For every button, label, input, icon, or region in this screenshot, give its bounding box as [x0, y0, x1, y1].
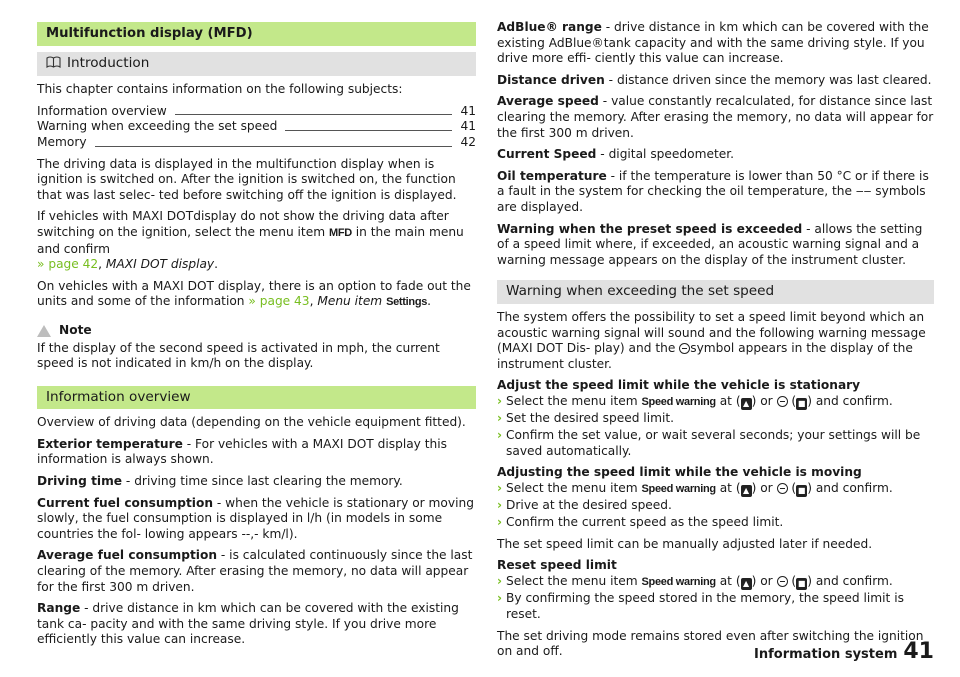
term: Current fuel consumption: [37, 495, 213, 510]
toc-label: Memory: [37, 134, 87, 149]
toc: [37, 104, 476, 151]
section-title: Multifunction display (MFD): [37, 22, 476, 46]
text: ,: [309, 294, 318, 309]
menu-item-speed-warning: Speed warning: [641, 395, 716, 408]
text: The system offers the possibility to set a speed limit beyond which an acoustic warning signal will sound and the following warning message (MAXI DOT Dis- play) and the: [497, 309, 926, 356]
note-text: If the display of the second speed is activated in mph, the current speed is not indicated in km/h on the display.: [37, 340, 440, 371]
page-link[interactable]: » page 42: [37, 257, 99, 272]
left-column: [37, 22, 476, 654]
definition: - allows the setting of a speed limit where, if exceeded, an acoustic warning signal and a warning message appears on the display of the instrument cluster.: [497, 221, 923, 267]
definition: - driving time since last clearing the memory.: [122, 474, 403, 489]
intro-paragraph-units: [37, 279, 476, 311]
definition: - drive distance in km which can be covered with the existing AdBlue®tank capacity and with the same driving style. If you drive more effi- ciently this value can increase.: [497, 20, 929, 66]
toc-page: 42: [460, 134, 476, 149]
note-heading: [37, 323, 476, 339]
intro-paragraph: The driving data is displayed in the multifunction display when is ignition is switched on. After the ignition is switched on, the function that was last selec- ted before switching off the ignition is displayed.: [37, 156, 457, 202]
chevron-right-icon: ›: [497, 573, 503, 588]
text: Select the menu item: [506, 573, 642, 588]
step-text: [506, 481, 893, 498]
text: ): [807, 573, 812, 588]
ok-button-icon: ▲: [741, 485, 752, 497]
text: and confirm.: [811, 480, 893, 495]
term: Oil temperature: [497, 168, 607, 183]
definition: - For vehicles with a MAXI DOT display this information is always shown.: [37, 436, 448, 467]
menu-item-speed-warning: Speed warning: [641, 575, 716, 588]
text: and confirm.: [811, 573, 893, 588]
speed-warning-symbol-icon: [679, 343, 690, 354]
text: symbol appears in the display of the instrument cluster.: [497, 341, 913, 371]
toc-page: 41: [460, 103, 476, 118]
instruction-step: [497, 428, 934, 459]
footer-label: Information system: [754, 647, 898, 663]
step-text: Confirm the set value, or wait several seconds; your settings will be saved automatically.: [506, 428, 921, 458]
rocker-icon: [777, 576, 788, 587]
definition-item: [37, 474, 476, 490]
intro-paragraph-mfd: [37, 209, 476, 272]
instruction-step: [497, 394, 934, 411]
text: ) or: [751, 573, 777, 588]
intro-lead: This chapter contains information on the following subjects:: [37, 82, 403, 97]
term: Current Speed: [497, 147, 597, 162]
text: at (: [715, 393, 741, 408]
toc-row[interactable]: [37, 104, 476, 120]
term: Driving time: [37, 474, 123, 489]
instruction-step: [497, 515, 934, 531]
text: at (: [715, 573, 741, 588]
note-title: Note: [59, 322, 92, 337]
definition: - value constantly recalculated, for distance since last clearing the memory. After erasing the memory, no data will appear for the first 300 m driven.: [497, 94, 934, 140]
step-text: By confirming the speed stored in the memory, the speed limit is reset.: [506, 591, 904, 621]
toc-leader: [95, 146, 453, 147]
end-paragraph: The set driving mode remains stored even after switching the ignition on and off.: [497, 628, 924, 659]
text: If vehicles with MAXI DOTdisplay do not show the driving data after switching on the ignition, select the menu item: [37, 209, 449, 239]
adjust-paragraph: The set speed limit can be manually adjusted later if needed.: [497, 536, 873, 551]
term: Range: [37, 601, 81, 616]
toc-row[interactable]: [37, 135, 476, 151]
term: Average fuel consumption: [37, 548, 218, 563]
right-column: [497, 20, 934, 666]
toc-label: Warning when exceeding the set speed: [37, 119, 278, 134]
intro-heading: [37, 52, 476, 77]
text: at (: [715, 480, 741, 495]
toc-page: 41: [460, 119, 476, 134]
text: Select the menu item: [506, 480, 642, 495]
toc-row[interactable]: [37, 119, 476, 135]
definition-item: [497, 73, 934, 89]
page-link[interactable]: » page 43: [248, 294, 310, 309]
ok-button-icon: ■: [797, 398, 806, 408]
overview-heading: Information overview: [37, 386, 476, 410]
text: Select the menu item: [506, 393, 642, 408]
text: (: [787, 393, 797, 408]
intro-title: Introduction: [67, 55, 150, 72]
rocker-icon: [777, 483, 788, 494]
ok-button-icon: ■: [797, 578, 806, 588]
warning-heading: Warning when exceeding the set speed: [497, 280, 934, 304]
sub-heading: Adjusting the speed limit while the vehicle is moving: [497, 465, 862, 480]
chevron-right-icon: ›: [497, 393, 503, 408]
instruction-step: [497, 481, 934, 498]
term: Average speed: [497, 94, 599, 109]
step-text: [506, 574, 893, 591]
toc-leader: [285, 130, 452, 131]
definition: - when the vehicle is stationary or moving slowly, the fuel consumption is displayed in l/h (in models in some countries the fol- lowing appears --,- km/l).: [37, 495, 474, 541]
note-icon: [37, 325, 51, 337]
ok-button-icon: ▲: [741, 398, 752, 410]
page-number: 41: [903, 639, 934, 664]
menu-item-speed-warning: Speed warning: [641, 482, 716, 495]
text: (: [787, 573, 797, 588]
ok-button-icon: ▲: [741, 578, 752, 590]
text: .: [427, 294, 431, 309]
text: ,: [98, 257, 106, 272]
text: (: [787, 480, 797, 495]
definition-item: [497, 94, 934, 141]
text: ): [807, 393, 812, 408]
warning-intro: [497, 310, 934, 372]
ref-title: Menu item: [317, 294, 383, 309]
toc-label: Information overview: [37, 103, 167, 118]
instruction-step: [497, 498, 934, 514]
definition: - drive distance in km which can be covered with the existing tank ca- pacity and with the same driving style. If you drive more efficiently this value can increase.: [37, 601, 459, 647]
chevron-right-icon: ›: [497, 480, 503, 495]
step-text: Drive at the desired speed.: [506, 498, 672, 513]
chevron-right-icon: ›: [497, 591, 503, 606]
definition-item: [497, 222, 934, 269]
term: AdBlue® range: [497, 20, 602, 34]
overview-lead: Overview of driving data (depending on the vehicle equipment fitted).: [37, 415, 466, 430]
text: ) or: [751, 393, 777, 408]
instruction-step: [497, 591, 934, 622]
term: Distance driven: [497, 72, 605, 87]
chevron-right-icon: ›: [497, 411, 503, 426]
rocker-icon: [777, 396, 788, 407]
definition: - distance driven since the memory was last cleared.: [604, 72, 932, 87]
definition-item: [37, 548, 476, 595]
definition-item: [37, 601, 476, 648]
definition: - digital speedometer.: [596, 147, 735, 162]
instruction-step: [497, 411, 934, 427]
menu-item-mfd: MFD: [328, 226, 352, 239]
chevron-right-icon: ›: [497, 515, 503, 530]
toc-leader: [175, 114, 453, 115]
sub-heading: Adjust the speed limit while the vehicle is stationary: [497, 378, 861, 393]
text: ) or: [751, 480, 777, 495]
ok-button-icon: ■: [797, 485, 806, 495]
step-text: Set the desired speed limit.: [506, 411, 674, 426]
definition: - is calculated continuously since the last clearing of the memory. After erasing the memory, no data will appear for the first 300 m driven.: [37, 548, 473, 594]
text: ): [807, 480, 812, 495]
step-text: [506, 394, 893, 411]
text: On vehicles with a MAXI DOT display, there is an option to fade out the units and some of the information: [37, 278, 471, 309]
term: Exterior temperature: [37, 436, 183, 451]
chevron-right-icon: ›: [497, 428, 503, 443]
chevron-right-icon: ›: [497, 498, 503, 513]
definition-item: [37, 496, 476, 543]
text: .: [214, 257, 219, 272]
definition: - if the temperature is lower than 50 °C or if there is a fault in the system for checking the oil temperature, the ‒‒ symbols are displayed.: [497, 168, 929, 214]
text: in the main menu and confirm: [37, 224, 464, 256]
sub-heading: Reset speed limit: [497, 558, 617, 573]
page-footer: [754, 641, 934, 663]
definition-item: [37, 437, 476, 468]
instruction-step: [497, 574, 934, 591]
text: and confirm.: [811, 393, 893, 408]
menu-item-settings: Settings: [386, 296, 428, 309]
definition-item: [497, 169, 934, 216]
book-icon: [46, 56, 61, 73]
step-text: Confirm the current speed as the speed limit.: [506, 515, 784, 530]
ref-title: MAXI DOT display: [105, 257, 215, 272]
definition-item: [497, 147, 934, 163]
definition-item: [497, 20, 934, 67]
term: Warning when the preset speed is exceeded: [497, 221, 803, 236]
